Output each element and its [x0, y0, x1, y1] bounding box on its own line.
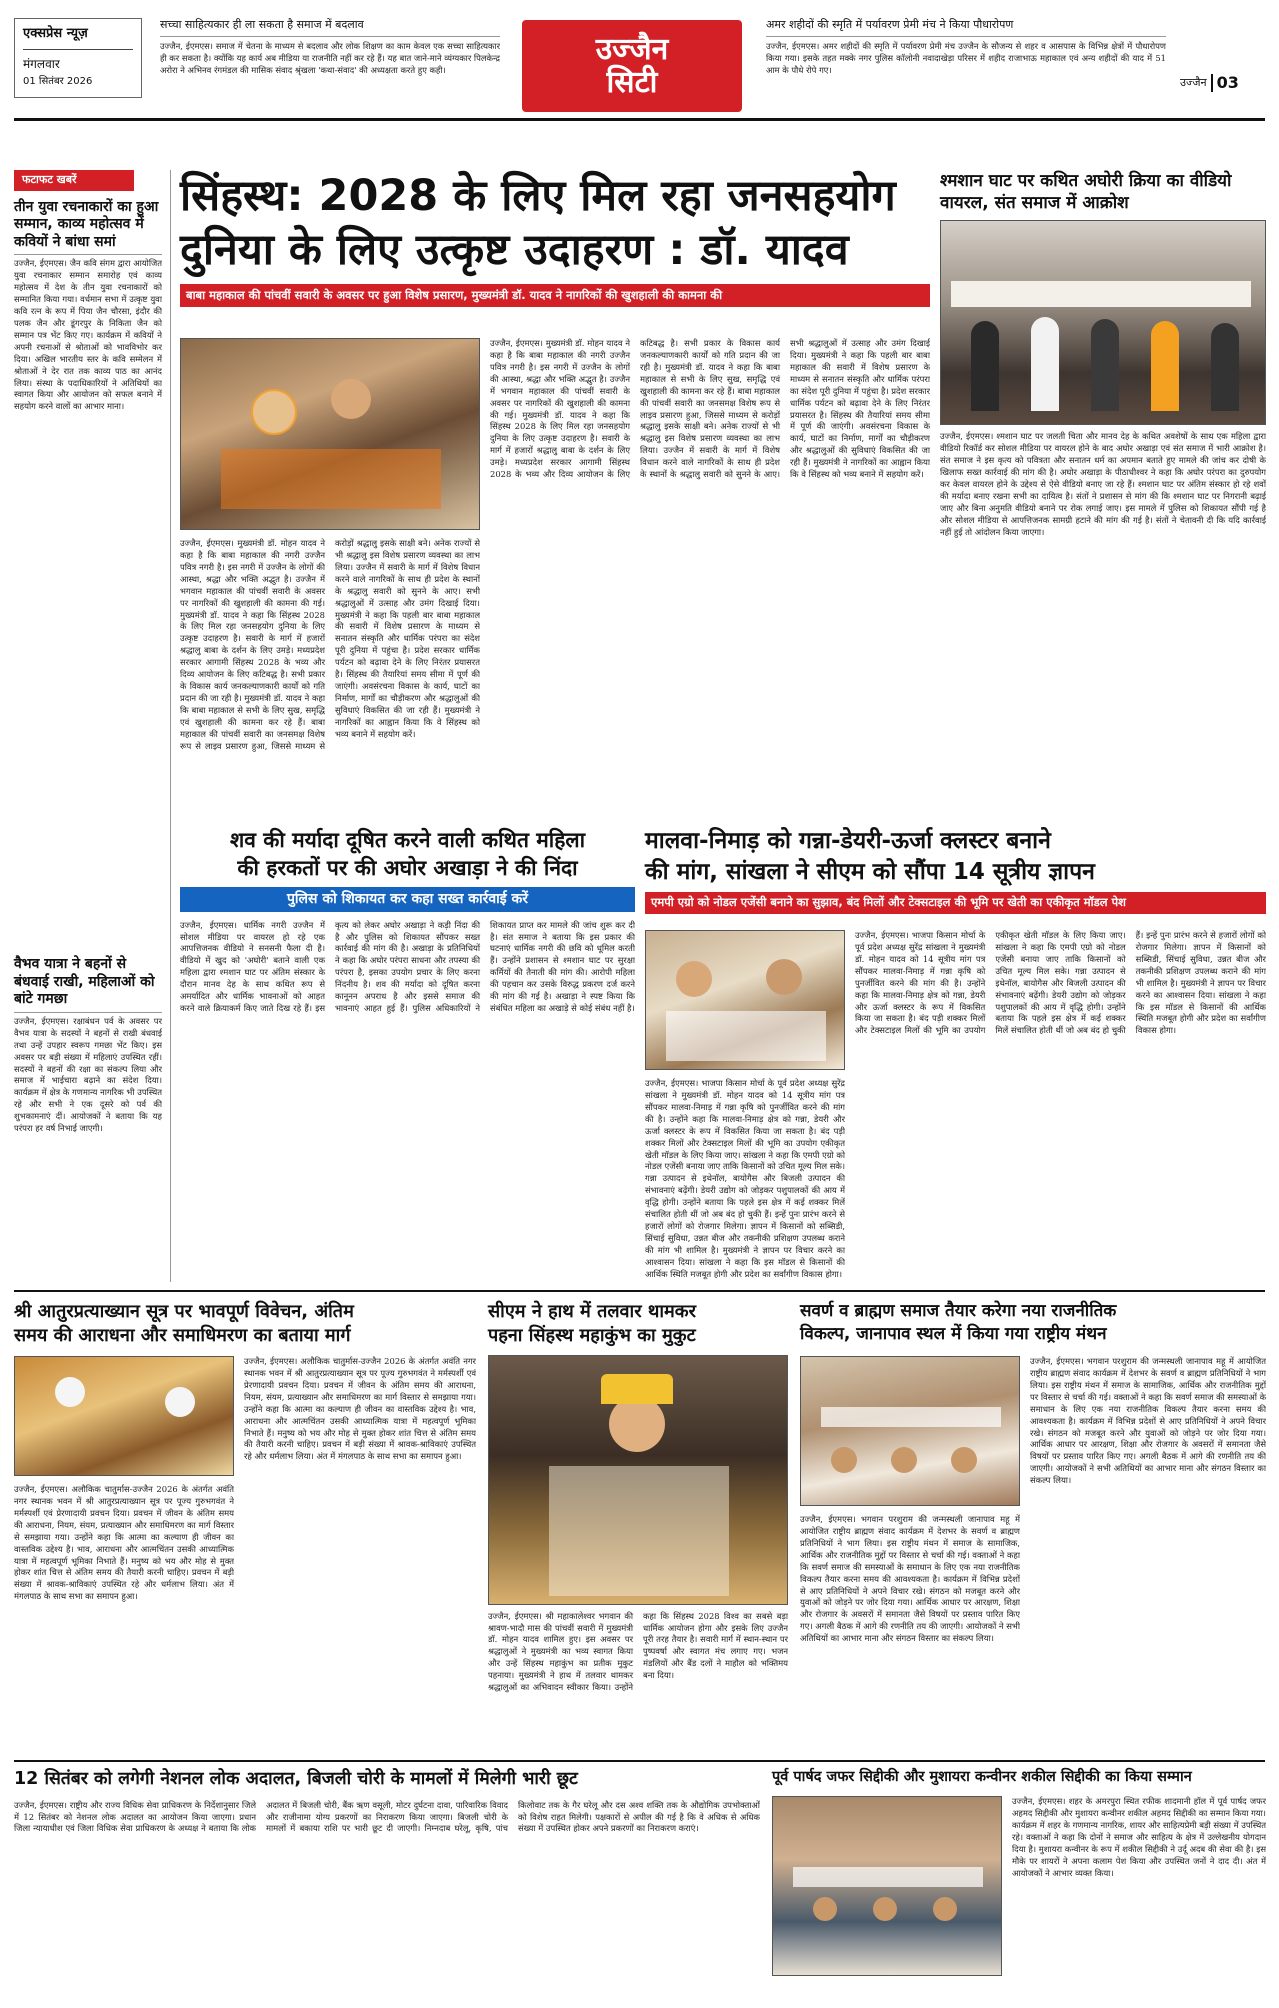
- sidebar: [14, 170, 162, 1282]
- date-label: 01 सितंबर 2026: [23, 75, 93, 87]
- lok-adalat-body: उज्जैन, ईएमएस। राष्ट्रीय और राज्य विधिक सेवा प्राधिकरण के निर्देशानुसार जिले में 12 सितंबर को नेशनल लोक अदालत का आयोजन किया जाएगा। प्रधान जिला न्यायाधीश एवं जिला विधिक सेवा प्राधिकरण के अध्यक्ष ने बताया कि लोक अदालत में बिजली चोरी, बैंक ऋण वसूली, मोटर दुर्घटना दावा, पारिवारिक विवाद और राजीनामा योग्य प्रकरणों का निराकरण किया जाएगा। बिजली चोरी के मामलों में बकाया राशि पर भारी छूट दी जाएगी। निम्नदाब घरेलू, कृषि, पांच किलोवाट तक के गैर घरेलू और दस अश्व शक्ति तक के औद्योगिक उपभोक्ताओं को विशेष राहत मिलेगी। पक्षकारों से अपील की गई है कि वे अधिक से अधिक संख्या में उपस्थित होकर अपने प्रकरणों का निराकरण कराएं।: [14, 1799, 760, 1834]
- sidebar-item[interactable]: [14, 199, 162, 949]
- sugarcane-photo: [645, 930, 845, 1070]
- date-box: [14, 18, 142, 98]
- publication-name: एक्सप्रेस न्यूज़: [23, 26, 88, 41]
- sidebar-divider: [170, 170, 171, 1282]
- brahmin-headline-line2: विकल्प, जानापाव स्थल में किया गया राष्ट्रीय मंथन: [800, 1323, 1107, 1344]
- corpse-body: उज्जैन, ईएमएस। धार्मिक नगरी उज्जैन में सोशल मीडिया पर वायरल हो रहे एक आपत्तिजनक वीडियो ने सनसनी फैला दी है। वीडियो में खुद को 'अघोरी' बताने वाली एक महिला द्वारा श्मशान घाट पर अंतिम संस्कार के दौरान मानव देह के साथ कथित रूप से अमर्यादित और धार्मिक भावनाओं को आहत करने वाले क्रियाकर्म किए जाते दिख रहे हैं। इस कृत्य को लेकर अघोर अखाड़ा ने कड़ी निंदा की है और पुलिस को शिकायत सौंपकर सख्त कार्रवाई की मांग की है। अखाड़ा के प्रतिनिधियों ने कहा कि अघोर परंपरा साधना और तपस्या की परंपरा है, इसका उपयोग प्रचार के लिए करना निंदनीय है। शव की मर्यादा को दूषित करना कानूनन अपराध है और इससे समाज की भावनाएं आहत हुई हैं। पुलिस अधिकारियों ने शिकायत प्राप्त कर मामले की जांच शुरू कर दी है। संत समाज ने बताया कि इस प्रकार की घटनाएं धार्मिक नगरी की छवि को धूमिल करती हैं। उन्होंने प्रशासन से श्मशान घाट पर सुरक्षा कर्मियों की तैनाती की मांग की। आरोपी महिला की पहचान कर उसके विरुद्ध प्रकरण दर्ज करने की मांग की गई है। अखाड़ा ने स्पष्ट किया कि संबंधित महिला का अखाड़े से कोई संबंध नहीं है।: [180, 919, 635, 1014]
- page-label: उज्जैन: [1180, 75, 1207, 89]
- lead-body-right: उज्जैन, ईएमएस। मुख्यमंत्री डॉ. मोहन यादव ने कहा है कि बाबा महाकाल की नगरी उज्जैन पवित्र नगरी है। इस नगरी में उज्जैन के लोगों की आस्था, श्रद्धा और भक्ति अद्भुत है। उज्जैन में भगवान महाकाल की पांचवीं सवारी के अवसर पर नागरिकों की खुशहाली की कामना की गई। मुख्यमंत्री डॉ. यादव ने कहा कि सिंहस्थ 2028 के लिए मिल रहा जनसहयोग दुनिया के लिए उत्कृष्ट उदाहरण है। सवारी के मार्ग में हजारों श्रद्धालु बाबा के दर्शन के लिए उमड़े। मध्यप्रदेश सरकार आगामी सिंहस्थ 2028 के भव्य और दिव्य आयोजन के लिए कटिबद्ध है। सभी प्रकार के विकास कार्य जनकल्याणकारी कार्यों को गति प्रदान की जा रही है। मुख्यमंत्री डॉ. यादव ने कहा कि बाबा महाकाल से सभी के लिए सुख, समृद्धि एवं खुशहाली की कामना कर रहे हैं। बाबा महाकाल की पांचवीं सवारी का जनसमक्ष विशेष रूप से लाइव प्रसारण हुआ, जिससे माध्यम से करोड़ों श्रद्धालु इसके साक्षी बने। अनेक राज्यों से भी श्रद्धालु इस विशेष प्रसारण व्यवस्था का लाभ लिया। उज्जैन में सवारी के मार्ग में विशेष विधान करने वाले नागरिकों के साथ ही प्रदेश के स्थानों के श्रद्धालु सवारी को सुनने के आए। सभी श्रद्धालुओं में उत्साह और उमंग दिखाई दिया। मुख्यमंत्री ने कहा कि पहली बार बाबा महाकाल की सवारी में विशेष प्रसारण के माध्यम से सनातन संस्कृति और धार्मिक परंपरा का संदेश पूरी दुनिया में पहुंचा है। प्रदेश सरकार धार्मिक पर्यटन को बढ़ावा देने के लिए निरंतर प्रयासरत है। सिंहस्थ की तैयारियां समय सीमा में पूर्ण की जाएंगी। अवसंरचना विकास के कार्य, घाटों का निर्माण, मार्गों का चौड़ीकरण और श्रद्धालुओं की सुविधाएं विकसित की जा रही हैं। मुख्यमंत्री ने नागरिकों का आह्वान किया कि वे सिंहस्थ को भव्य बनाने में सहयोग करें।: [490, 338, 930, 480]
- sword-body: उज्जैन, ईएमएस। श्री महाकालेश्वर भगवान की श्रावण-भादौ मास की पांचवीं सवारी में मुख्यमंत्री डॉ. मोहन यादव शामिल हुए। इस अवसर पर श्रद्धालुओं ने मुख्यमंत्री का भव्य स्वागत किया और उन्हें सिंहस्थ महाकुंभ का प्रतीक मुकुट पहनाया। मुख्यमंत्री ने हाथ में तलवार थामकर श्रद्धालुओं का अभिवादन स्वीकार किया। उन्होंने कहा कि सिंहस्थ 2028 विश्व का सबसे बड़ा धार्मिक आयोजन होगा और इसके लिए उज्जैन पूरी तरह तैयार है। सवारी मार्ग में स्थान-स्थान पर पुष्पवर्षा और स्वागत मंच लगाए गए। भजन मंडलियों और बैंड दलों ने माहौल को भक्तिमय बना दिया।: [488, 1610, 788, 1693]
- corpse-story[interactable]: [180, 826, 635, 1282]
- sword-headline-line1: सीएम ने हाथ में तलवार थामकर: [488, 1301, 696, 1322]
- brahmin-body: उज्जैन, ईएमएस। भगवान परशुराम की जन्मस्थली जानापाव महू में आयोजित राष्ट्रीय ब्राह्मण संवाद कार्यक्रम में देशभर के सवर्ण व ब्राह्मण प्रतिनिधियों ने भाग लिया। इस राष्ट्रीय मंथन में समाज के सामाजिक, आर्थिक और राजनीतिक मुद्दों पर विस्तार से चर्चा की गई। वक्ताओं ने कहा कि सवर्ण समाज की समस्याओं के समाधान के लिए एक नया राजनीतिक विकल्प तैयार करना समय की आवश्यकता है। कार्यक्रम में विभिन्न प्रदेशों से आए प्रतिनिधियों ने अपने विचार रखे। संगठन को मजबूत करने और युवाओं को जोड़ने पर जोर दिया गया। आर्थिक आधार पर आरक्षण, शिक्षा और रोजगार के अवसरों में समानता जैसे विषयों पर प्रस्ताव पारित किए गए। अगली बैठक में आगे की रणनीति तय की जाएगी। आयोजकों ने सभी अतिथियों का आभार माना और संगठन विस्तार का संकल्प लिया।: [1030, 1356, 1266, 1486]
- sword-story[interactable]: [488, 1300, 788, 1752]
- sword-headline-line2: पहना सिंहस्थ महाकुंभ का मुकुट: [488, 1325, 696, 1347]
- zafar-photo: [772, 1796, 1002, 1976]
- brahmin-story[interactable]: [800, 1300, 1266, 1752]
- corpse-headline-line1: शव की मर्यादा दूषित करने वाली कथित महिला: [229, 828, 586, 852]
- sugarcane-story[interactable]: [645, 826, 1266, 1282]
- jain-body-left: उज्जैन, ईएमएस। अलौकिक चातुर्मास-उज्जैन 2026 के अंतर्गत अवंति नगर स्थानक भवन में श्री आतुरप्रत्याख्यान सूत्र पर पूज्य गुरुभगवंत ने मर्मस्पर्शी एवं प्रेरणादायी प्रवचन दिया। प्रवचन में जीवन के अंतिम समय की आराधना, नियम, संयम, प्रत्याख्यान और समाधिमरण का मार्ग विस्तार से समझाया गया। उन्होंने कहा कि आत्मा का कल्याण ही जीवन का वास्तविक उद्देश्य है। भाव, आराधना और आत्मचिंतन उसकी आध्यात्मिक यात्रा में महत्वपूर्ण भूमिका निभाते हैं। मनुष्य को भय और मोह से मुक्त होकर शांत चित्त से अंतिम समय की तैयारी करनी चाहिए। प्रवचन में बड़ी संख्या में श्रावक-श्राविकाएं उपस्थित रहे और धर्मलाभ लिया। अंत में मंगलपाठ के साथ सभा का समापन हुआ।: [14, 1484, 234, 1602]
- sugarcane-body: उज्जैन, ईएमएस। भाजपा किसान मोर्चा के पूर्व प्रदेश अध्यक्ष सुरेंद्र सांखला ने मुख्यमंत्री डॉ. मोहन यादव को 14 सूत्रीय मांग पत्र सौंपकर मालवा-निमाड़ में गन्ना कृषि को पुनर्जीवित करने की मांग की है। उन्होंने कहा कि मालवा-निमाड़ क्षेत्र को गन्ना, डेयरी और ऊर्जा क्लस्टर के रूप में विकसित किया जा सकता है। बंद पड़ी शक्कर मिलों और टेक्सटाइल मिलों की भूमि का उपयोग एकीकृत खेती मॉडल के लिए किया जाए। सांखला ने कहा कि एमपी एग्रो को नोडल एजेंसी बनाया जाए ताकि किसानों को उचित मूल्य मिल सके। गन्ना उत्पादन से इथेनॉल, बायोगैस और बिजली उत्पादन की संभावनाएं बढ़ेंगी। डेयरी उद्योग को जोड़कर पशुपालकों की आय में वृद्धि होगी। उन्होंने बताया कि पहले इस क्षेत्र में कई शक्कर मिलें संचालित होती थीं जो अब बंद हो चुकी हैं। इन्हें पुनः प्रारंभ करने से हजारों लोगों को रोजगार मिलेगा। ज्ञापन में किसानों को सब्सिडी, सिंचाई सुविधा, उन्नत बीज और तकनीकी प्रशिक्षण उपलब्ध कराने की मांग भी शामिल है। मुख्यमंत्री ने ज्ञापन पर विचार करने का आश्वासन दिया। सांखला ने कहा कि इस मॉडल से किसानों की आर्थिक स्थिति मजबूत होगी और प्रदेश का सर्वांगीण विकास होगा।: [855, 930, 1266, 1036]
- brahmin-body-left: उज्जैन, ईएमएस। भगवान परशुराम की जन्मस्थली जानापाव महू में आयोजित राष्ट्रीय ब्राह्मण संवाद कार्यक्रम में देशभर के सवर्ण व ब्राह्मण प्रतिनिधियों ने भाग लिया। इस राष्ट्रीय मंथन में समाज के सामाजिक, आर्थिक और राजनीतिक मुद्दों पर विस्तार से चर्चा की गई। वक्ताओं ने कहा कि सवर्ण समाज की समस्याओं के समाधान के लिए एक नया राजनीतिक विकल्प तैयार करना समय की आवश्यकता है। कार्यक्रम में विभिन्न प्रदेशों से आए प्रतिनिधियों ने अपने विचार रखे। संगठन को मजबूत करने और युवाओं को जोड़ने पर जोर दिया गया। आर्थिक आधार पर आरक्षण, शिक्षा और रोजगार के अवसरों में समानता जैसे विषयों पर प्रस्ताव पारित किए गए। अगली बैठक में आगे की रणनीति तय की जाएगी। आयोजकों ने सभी अतिथियों का आभार माना और संगठन विस्तार का संकल्प लिया।: [800, 1514, 1020, 1644]
- page-marker: [1180, 72, 1270, 94]
- brahmin-headline-line1: सवर्ण व ब्राह्मण समाज तैयार करेगा नया राजनीतिक: [800, 1301, 1117, 1321]
- row-divider: [14, 1760, 1265, 1762]
- crematorium-story[interactable]: [940, 170, 1266, 818]
- lead-headline-line2: दुनिया के लिए उत्कृष्ट उदाहरण : डॉ. यादव: [180, 224, 849, 275]
- sugarcane-body-left: उज्जैन, ईएमएस। भाजपा किसान मोर्चा के पूर्व प्रदेश अध्यक्ष सुरेंद्र सांखला ने मुख्यमंत्री डॉ. मोहन यादव को 14 सूत्रीय मांग पत्र सौंपकर मालवा-निमाड़ में गन्ना कृषि को पुनर्जीवित करने की मांग की है। उन्होंने कहा कि मालवा-निमाड़ क्षेत्र को गन्ना, डेयरी और ऊर्जा क्लस्टर के रूप में विकसित किया जा सकता है। बंद पड़ी शक्कर मिलों और टेक्सटाइल मिलों की भूमि का उपयोग एकीकृत खेती मॉडल के लिए किया जाए। सांखला ने कहा कि एमपी एग्रो को नोडल एजेंसी बनाया जाए ताकि किसानों को उचित मूल्य मिल सके। गन्ना उत्पादन से इथेनॉल, बायोगैस और बिजली उत्पादन की संभावनाएं बढ़ेंगी। डेयरी उद्योग को जोड़कर पशुपालकों की आय में वृद्धि होगी। उन्होंने बताया कि पहले इस क्षेत्र में कई शक्कर मिलें संचालित होती थीं जो अब बंद हो चुकी हैं। इन्हें पुनः प्रारंभ करने से हजारों लोगों को रोजगार मिलेगा। ज्ञापन में किसानों को सब्सिडी, सिंचाई सुविधा, उन्नत बीज और तकनीकी प्रशिक्षण उपलब्ध कराने की मांग भी शामिल है। मुख्यमंत्री ने ज्ञापन पर विचार करने का आश्वासन दिया। सांखला ने कहा कि इस मॉडल से किसानों की आर्थिक स्थिति मजबूत होगी और प्रदेश का सर्वांगीण विकास होगा।: [645, 1078, 845, 1279]
- sidebar-item[interactable]: [14, 956, 162, 1286]
- teaser-left[interactable]: [160, 18, 500, 100]
- row-divider: [14, 1290, 1265, 1292]
- sidebar-item-title: तीन युवा रचनाकारों का हुआ सम्मान, काव्य महोत्सव में कवियों ने बांधा समां: [14, 199, 162, 256]
- lead-body-left: उज्जैन, ईएमएस। मुख्यमंत्री डॉ. मोहन यादव ने कहा है कि बाबा महाकाल की नगरी उज्जैन पवित्र नगरी है। इस नगरी में उज्जैन के लोगों की आस्था, श्रद्धा और भक्ति अद्भुत है। उज्जैन में भगवान महाकाल की पांचवीं सवारी के अवसर पर नागरिकों की खुशहाली की कामना की गई। मुख्यमंत्री डॉ. यादव ने कहा कि सिंहस्थ 2028 के लिए मिल रहा जनसहयोग दुनिया के लिए उत्कृष्ट उदाहरण है। सवारी के मार्ग में हजारों श्रद्धालु बाबा के दर्शन के लिए उमड़े। मध्यप्रदेश सरकार आगामी सिंहस्थ 2028 के भव्य और दिव्य आयोजन के लिए कटिबद्ध है। सभी प्रकार के विकास कार्य जनकल्याणकारी कार्यों को गति प्रदान की जा रही है। मुख्यमंत्री डॉ. यादव ने कहा कि बाबा महाकाल से सभी के लिए सुख, समृद्धि एवं खुशहाली की कामना कर रहे हैं। बाबा महाकाल की पांचवीं सवारी का जनसमक्ष विशेष रूप से लाइव प्रसारण हुआ, जिससे माध्यम से करोड़ों श्रद्धालु इसके साक्षी बने। अनेक राज्यों से भी श्रद्धालु इस विशेष प्रसारण व्यवस्था का लाभ लिया। उज्जैन में सवारी के मार्ग में विशेष विधान करने वाले नागरिकों के साथ ही प्रदेश के स्थानों के श्रद्धालु सवारी को सुनने के आए। सभी श्रद्धालुओं में उत्साह और उमंग दिखाई दिया। मुख्यमंत्री ने कहा कि पहली बार बाबा महाकाल की सवारी में विशेष प्रसारण के माध्यम से सनातन संस्कृति और धार्मिक परंपरा का संदेश पूरी दुनिया में पहुंचा है। प्रदेश सरकार धार्मिक पर्यटन को बढ़ावा देने के लिए निरंतर प्रयासरत है। सिंहस्थ की तैयारियां समय सीमा में पूर्ण की जाएंगी। अवसंरचना विकास के कार्य, घाटों का निर्माण, मार्गों का चौड़ीकरण और श्रद्धालुओं की सुविधाएं विकसित की जा रही हैं। मुख्यमंत्री ने नागरिकों का आह्वान किया कि वे सिंहस्थ को भव्य बनाने में सहयोग करें।: [180, 538, 480, 751]
- day-label: मंगलवार: [23, 56, 60, 71]
- corpse-strap: पुलिस को शिकायत कर कहा सख्त कार्रवाई करें: [180, 887, 635, 912]
- sidebar-label: फटाफट खबरें: [14, 170, 134, 191]
- section-badge: [522, 20, 742, 112]
- masthead: [0, 0, 1279, 158]
- teaser-right[interactable]: [766, 18, 1166, 100]
- sidebar-item-text: उज्जैन, ईएमएस। जैन कवि संगम द्वारा आयोजित युवा रचनाकार सम्मान समारोह एवं काव्य महोत्सव में देश के तीन युवा रचनाकारों को सम्मानित किया गया। वर्धमान सभा में उत्कृष्ट युवा कवि रत्न के रूप में पिया जैन चौरसा, इंदौर की पलक जैन और डूंगरपुर के निकिता जैन को सम्मान पत्र भेंट किए गए। कार्यक्रम में कवियों ने अपनी रचनाओं से श्रोताओं को भावविभोर कर दिया। अखिल भारतीय स्तर के कवि सम्मेलन में श्रोताओं ने देर रात तक काव्य पाठ का आनंद लिया। संस्था के पदाधिकारियों ने अतिथियों का स्वागत किया और आयोजन को सफल बनाने में सहयोग करने वालों का आभार माना।: [14, 258, 162, 412]
- zafar-body: उज्जैन, ईएमएस। शहर के अमरपुरा स्थित रफीक शादमानी हॉल में पूर्व पार्षद जफर अहमद सिद्दीकी और मुशायरा कन्वीनर शकील अहमद सिद्दीकी का सम्मान किया गया। कार्यक्रम में शहर के गणमान्य नागरिक, शायर और साहित्यप्रेमी बड़ी संख्या में उपस्थित रहे। वक्ताओं ने कहा कि दोनों ने समाज और साहित्य के क्षेत्र में उल्लेखनीय योगदान दिया है। मुशायरा कन्वीनर के रूप में शकील सिद्दीकी ने उर्दू अदब की सेवा की है। इस मौके पर शायरों ने अपना कलाम पेश किया और उपस्थित जनों ने दाद दी। अंत में आयोजकों ने आभार व्यक्त किया।: [1012, 1796, 1266, 1878]
- lead-story[interactable]: [180, 170, 930, 820]
- sugarcane-headline-line1: मालवा-निमाड़ को गन्ना-डेयरी-ऊर्जा क्लस्टर बनाने: [645, 828, 1051, 854]
- sugarcane-headline-line2: की मांग, सांखला ने सीएम को सौंपा 14 सूत्रीय ज्ञापन: [645, 859, 1095, 886]
- corpse-headline-line2: की हरकतों पर की अघोर अखाड़ा ने की निंदा: [237, 856, 578, 881]
- crematorium-body: उज्जैन, ईएमएस। श्मशान घाट पर जलती चिता और मानव देह के कथित अवशेषों के साथ एक महिला द्वारा वीडियो रिकॉर्ड कर सोशल मीडिया पर वायरल होने के बाद अघोर अखाड़ा एवं संत समाज में भारी आक्रोश है। संत समाज ने इस कृत्य को पवित्रता और सनातन धर्म का अपमान बताते हुए मामले की जांच कर दोषी के खिलाफ सख्त कार्रवाई की मांग की है। अघोर अखाड़ा के पीठाधीश्वर ने कहा कि अघोर परंपरा का दुरुपयोग कर केवल वायरल होने के उद्देश्य से ऐसे वीडियो बनाए जा रहे हैं। श्मशान घाट पर अंतिम संस्कार हो रहे शवों की मर्यादा बनाए रखना सभी का दायित्व है। संतों ने प्रशासन से मांग की कि श्मशान घाट पर निगरानी बढ़ाई जाए और बिना अनुमति वीडियो बनाने पर रोक लगाई जाए। इस मामले में पुलिस को शिकायत सौंपी गई है और सोशल मीडिया से आपत्तिजनक सामग्री हटाने की मांग की गई है। संतों ने चेतावनी दी कि यदि कार्रवाई नहीं हुई तो आंदोलन किया जाएगा।: [940, 431, 1266, 537]
- lead-photo: [180, 338, 480, 530]
- lok-adalat-headline: 12 सितंबर को लगेगी नेशनल लोक अदालत, बिजली चोरी के मामलों में मिलेगी भारी छूट: [14, 1769, 578, 1789]
- sugarcane-strap: एमपी एग्रो को नोडल एजेंसी बनाने का सुझाव, बंद मिलों और टेक्सटाइल की भूमि पर खेती का एकीकृत मॉडल पेश: [645, 892, 1266, 914]
- page-number: 03: [1216, 73, 1239, 93]
- masthead-divider: [14, 118, 1265, 121]
- brahmin-photo: [800, 1356, 1020, 1506]
- teaser-right-title: अमर शहीदों की स्मृति में पर्यावरण प्रेमी मंच ने किया पौधारोपण: [766, 18, 1166, 37]
- crematorium-photo: [940, 220, 1266, 425]
- jain-body: उज्जैन, ईएमएस। अलौकिक चातुर्मास-उज्जैन 2026 के अंतर्गत अवंति नगर स्थानक भवन में श्री आतुरप्रत्याख्यान सूत्र पर पूज्य गुरुभगवंत ने मर्मस्पर्शी एवं प्रेरणादायी प्रवचन दिया। प्रवचन में जीवन के अंतिम समय की आराधना, नियम, संयम, प्रत्याख्यान और समाधिमरण का मार्ग विस्तार से समझाया गया। उन्होंने कहा कि आत्मा का कल्याण ही जीवन का वास्तविक उद्देश्य है। भाव, आराधना और आत्मचिंतन उसकी आध्यात्मिक यात्रा में महत्वपूर्ण भूमिका निभाते हैं। मनुष्य को भय और मोह से मुक्त होकर शांत चित्त से अंतिम समय की तैयारी करनी चाहिए। प्रवचन में बड़ी संख्या में श्रावक-श्राविकाएं उपस्थित रहे और धर्मलाभ लिया। अंत में मंगलपाठ के साथ सभा का समापन हुआ।: [244, 1356, 476, 1462]
- jain-photo: [14, 1356, 234, 1476]
- section-title: उज्जैन: [595, 32, 669, 67]
- teaser-left-title: सच्चा साहित्यकार ही ला सकता है समाज में बदलाव: [160, 18, 500, 37]
- jain-story[interactable]: [14, 1300, 476, 1752]
- lead-strap: बाबा महाकाल की पांचवीं सवारी के अवसर पर हुआ विशेष प्रसारण, मुख्यमंत्री डॉ. यादव ने नागरिकों की खुशहाली की कामना की: [180, 284, 930, 308]
- lok-adalat-story[interactable]: [14, 1768, 760, 1994]
- jain-headline-line2: समय की आराधना और समाधिमरण का बताया मार्ग: [14, 1325, 351, 1347]
- lead-headline-line1: सिंहस्थ: 2028 के लिए मिल रहा जनसहयोग: [180, 171, 896, 221]
- sidebar-item-title: वैभव यात्रा ने बहनों से बंधवाई राखी, महिलाओं को बांटे गमछा: [14, 956, 162, 1013]
- crematorium-headline: श्मशान घाट पर कथित अघोरी क्रिया का वीडियो वायरल, संत समाज में आक्रोश: [940, 171, 1232, 214]
- teaser-right-text: उज्जैन, ईएमएस। अमर शहीदों की स्मृति में पर्यावरण प्रेमी मंच उज्जैन के सौजन्य से शहर व आसपास के विभिन्न क्षेत्रों में पौधारोपण किया गया। इसके तहत मक्के नगर पुलिस कॉलोनी नवादाखेड़ा परिसर में शहीद राजाभाऊ महाकाल एवं अन्य शहीदों की याद में 51 आम के पौधे रोपे गए।: [766, 40, 1166, 75]
- zafar-story[interactable]: [772, 1768, 1266, 1994]
- teaser-left-text: उज्जैन, ईएमएस। समाज में चेतना के माध्यम से बदलाव और लोक शिक्षण का काम केवल एक सच्चा साहित्यकार ही कर सकता है। क्योंकि यह कार्य अब मीडिया या राजनीति नहीं कर रहे हैं। यह बात जाने-माने व्यंग्यकार पिलकेन्द्र अरोरा ने अभिनव रंगमंडल की मासिक संवाद श्रृंखला 'कथा-संवाद' की अध्यक्षता करते हुए कही।: [160, 40, 500, 75]
- zafar-headline: पूर्व पार्षद जफर सिद्दीकी और मुशायरा कन्वीनर शकील सिद्दीकी का किया सम्मान: [772, 1769, 1192, 1785]
- sword-photo: [488, 1355, 788, 1605]
- sidebar-item-text: उज्जैन, ईएमएस। रक्षाबंधन पर्व के अवसर पर वैभव यात्रा के सदस्यों ने बहनों से राखी बंधवाई तथा उन्हें उपहार स्वरूप गमछा भेंट किए। इस अवसर पर बड़ी संख्या में महिलाएं उपस्थित रहीं। सदस्यों ने बहनों की रक्षा का संकल्प लिया और समाज में भाईचारा बढ़ाने का संदेश दिया। कार्यक्रम में क्षेत्र के गणमान्य नागरिक भी उपस्थित रहे और सभी ने एक दूसरे को पर्व की शुभकामनाएं दीं। आयोजकों ने बताया कि यह परंपरा हर वर्ष निभाई जाएगी।: [14, 1015, 162, 1134]
- jain-headline-line1: श्री आतुरप्रत्याख्यान सूत्र पर भावपूर्ण विवेचन, अंतिम: [14, 1301, 354, 1322]
- section-subtitle: सिटी: [606, 65, 658, 100]
